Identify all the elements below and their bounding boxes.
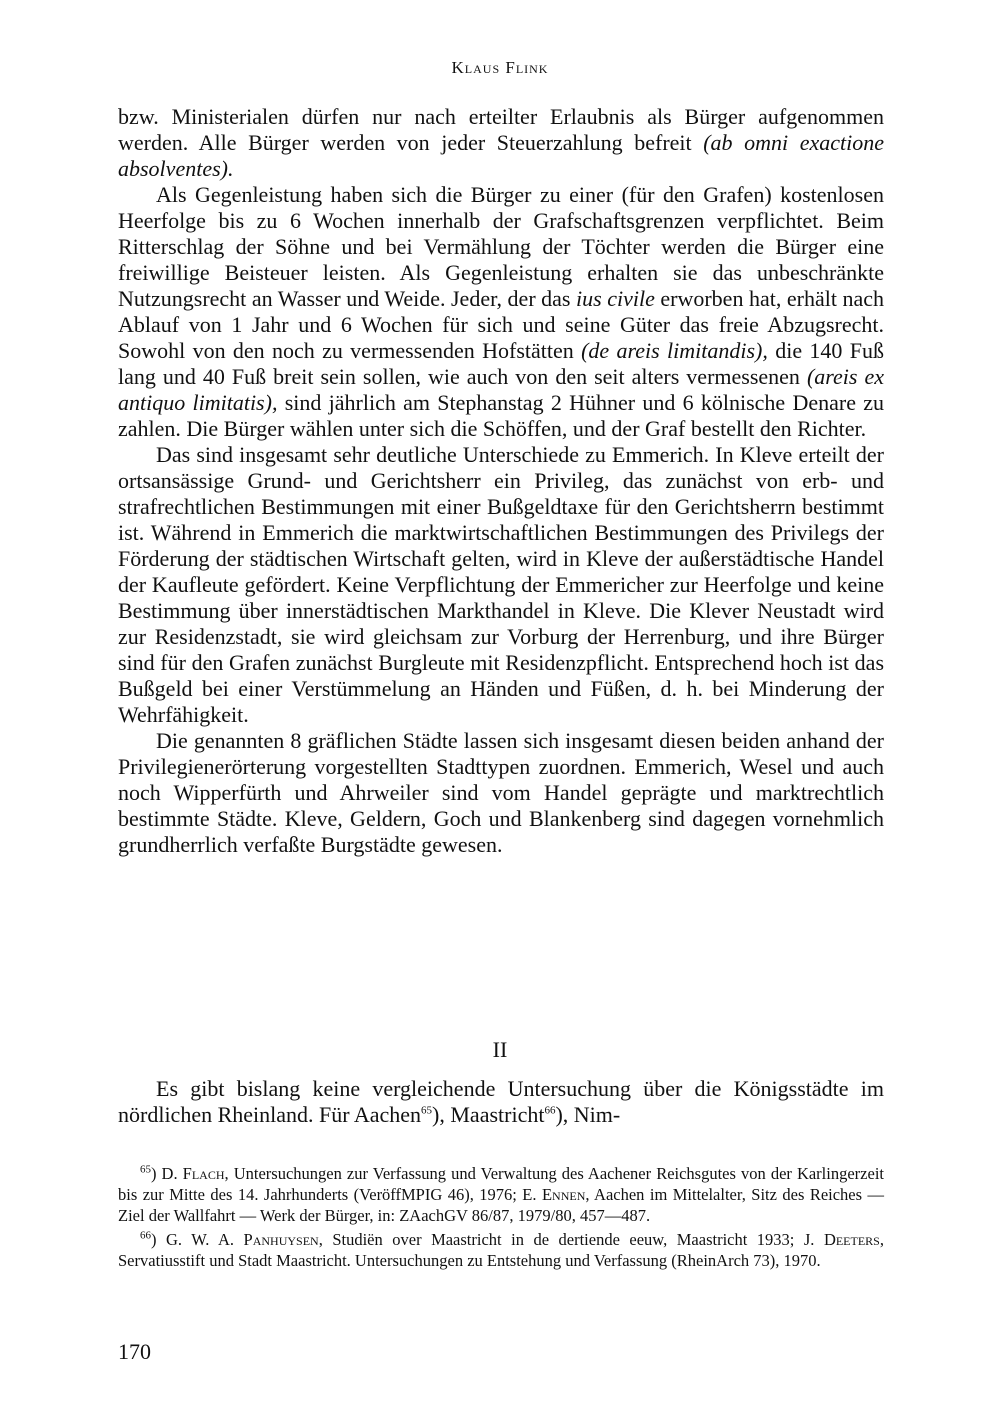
paragraph-5-text-b: ), Maastricht: [432, 1102, 545, 1127]
author-name: Deeters: [823, 1230, 880, 1249]
author-name: Ennen: [541, 1185, 586, 1204]
latin-phrase: (de areis limitandis),: [581, 338, 768, 363]
paragraph-5: [118, 1076, 884, 1128]
footnote-66: [118, 1229, 884, 1271]
paragraph-1: [118, 104, 884, 182]
section-number: II: [492, 1037, 508, 1062]
paragraph-3: Das sind insgesamt sehr deutliche Unterschiede zu Emmerich. In Kleve erteilt der ortsansässige Grund- und Gerichtsherr ein Privileg, das zunächst von erb- und strafrechtlichen Bestimmungen mit einer Bußgeldtaxe für den Gerichtsherrn bestimmt ist. Während in Emmerich die marktwirtschaftlichen Bestimmungen des Privilegs der Förderung der städtischen Wirtschaft gelten, wird in Kleve der außerstädtische Handel der Kaufleute gefördert. Keine Verpflichtung der Emmericher zur Heerfolge und keine Bestimmung über innerstädtischen Markthandel in Kleve. Die Klever Neustadt wird zur Residenzstadt, sie wird gleichsam zur Vorburg der Herrenburg, und ihre Bürger sind für den Grafen zunächst Burgleute mit Residenzpflicht. Entsprechend hoch ist das Bußgeld bei einer Verstümmelung an Händen und Füßen, d. h. bei Minderung der Wehrfähigkeit.: [118, 442, 884, 727]
paragraph-5-text-a: Es gibt bislang keine vergleichende Untersuchung über die Königsstädte im nördlichen Rheinland. Für Aachen: [118, 1076, 884, 1127]
latin-phrase: (ab omni exactione absolventes).: [118, 130, 885, 181]
footnote-ref: 65: [421, 1104, 433, 1117]
paragraph-2-text-a: Als Gegenleistung haben sich die Bürger zu einer (für den Grafen) kostenlosen Heerfolge bis zu 6 Wochen innerhalb der Grafschaftsgrenzen verpflichtet. Beim Ritterschlag der Söhne und bei Vermählung der Töchter werden die Bürger eine freiwillige Beisteuer leisten. Als Gegenleistung erhalten sie das unbeschränkte Nutzungsrecht an Wasser und Weide. Jeder, der das: [118, 182, 884, 311]
footnote-text: ) G. W. A.: [151, 1230, 244, 1249]
page-number: 170: [118, 1339, 151, 1364]
author-name: Panhuysen: [243, 1230, 319, 1249]
footnote-65: [118, 1163, 884, 1226]
main-text-section-2: [118, 1076, 884, 1128]
footnote-text: ) D.: [151, 1164, 183, 1183]
paragraph-2-text-c: die 140 Fuß lang und 40 Fuß breit sein sollen, wie auch von den seit alters vermessenen: [118, 338, 884, 389]
paragraph-4: Die genannten 8 gräflichen Städte lassen sich insgesamt diesen beiden anhand der Privilegienerörterung vorgestellten Stadttypen zuordnen. Emmerich, Wesel und auch noch Wipperfürth und Ahrweiler sind vom Handel geprägte und marktrechtlich bestimmte Städte. Kleve, Geldern, Goch und Blankenberg sind dagegen vornehmlich grundherrlich verfaßte Burgstädte gewesen.: [118, 728, 884, 857]
latin-phrase: ius civile: [576, 286, 655, 311]
paragraph-2: [118, 182, 884, 442]
paragraph-2-text-d: sind jährlich am Stephanstag 2 Hühner und 6 kölnische Denare zu zahlen. Die Bürger wählen unter sich die Schöffen, und der Graf bestellt den Richter.: [118, 390, 884, 441]
running-header: [0, 58, 1000, 78]
paragraph-2-text-b: erworben hat, erhält nach Ablauf von 1 Jahr und 6 Wochen für sich und seine Güter das freie Abzugsrecht. Sowohl von den noch zu vermessenden Hofstätten: [118, 286, 885, 363]
footnote-text: , Untersuchungen zur Verfassung und Verwaltung des Aachener Reichsgutes von der Karlingerzeit bis zur Mitte des 14. Jahrhunderts (VeröffMPIG 46), 1976; E.: [118, 1164, 884, 1204]
footnote-ref: 66: [544, 1104, 556, 1117]
footnote-text: , Studiën over Maastricht in de dertiende eeuw, Maastricht 1933; J.: [318, 1230, 824, 1249]
footnote-text: , Servatiusstift und Stadt Maastricht. Untersuchungen zu Entstehung und Verfassung (RheinArch 73), 1970.: [118, 1230, 884, 1270]
paragraph-1-text: bzw. Ministerialen dürfen nur nach erteilter Erlaubnis als Bürger aufgenommen werden. Alle Bürger werden von jeder Steuerzahlung befreit: [118, 104, 884, 155]
main-text: [118, 104, 884, 858]
footnote-mark: 66: [140, 1229, 151, 1242]
latin-phrase: (areis ex antiquo limitatis),: [118, 364, 884, 415]
author-name: Flach: [182, 1164, 225, 1183]
footnote-text: , Aachen im Mittelalter, Sitz des Reiches — Ziel der Wallfahrt — Werk der Bürger, in: ZAachGV 86/87, 1979/80, 457—487.: [118, 1185, 884, 1225]
running-title: Klaus Flink: [451, 58, 549, 77]
footnotes: [118, 1163, 884, 1274]
footnote-mark: 65: [140, 1163, 151, 1176]
paragraph-5-text-c: ), Nim-: [555, 1102, 621, 1127]
